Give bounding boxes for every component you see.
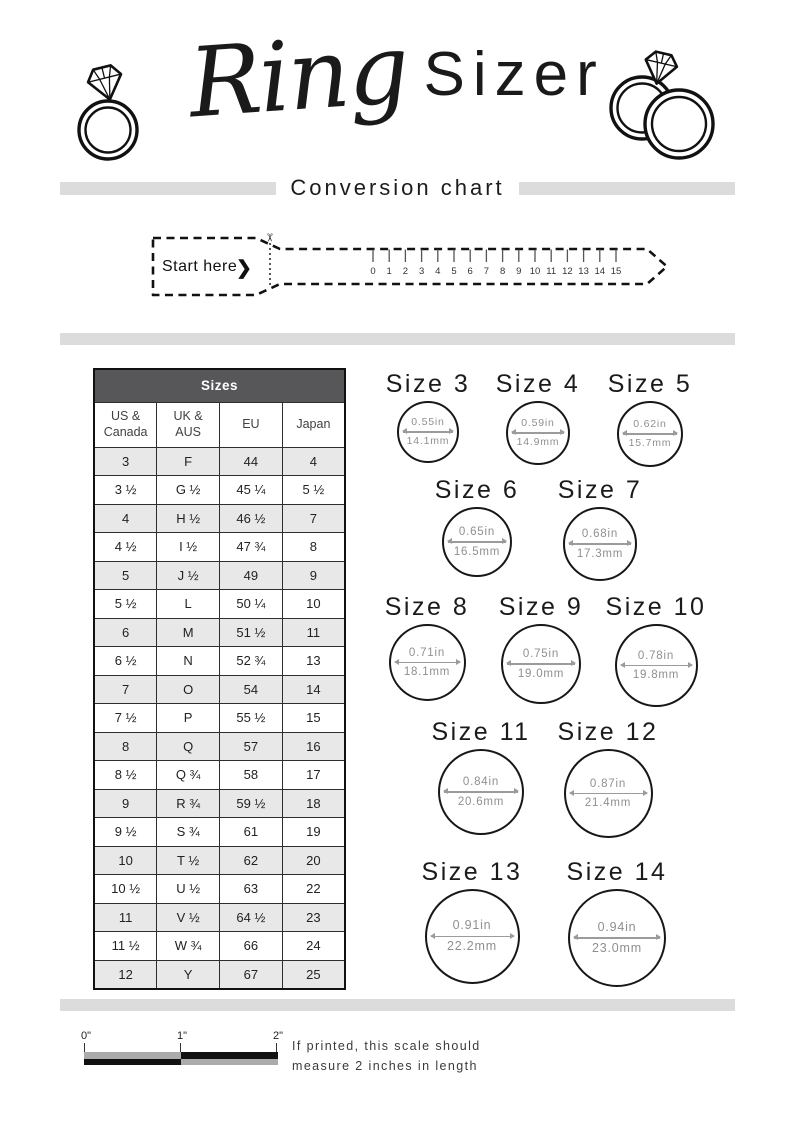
- subtitle-text: Conversion chart: [290, 175, 505, 200]
- diameter-mm: 19.8mm: [632, 669, 680, 682]
- ruler-tick-label: 11: [546, 266, 557, 277]
- ruler-tick-label: 3: [418, 266, 425, 277]
- table-row: [94, 447, 345, 476]
- table-cell: 12: [94, 960, 157, 989]
- table-cell: 45 ¼: [220, 476, 283, 505]
- table-cell: G ½: [157, 476, 220, 505]
- ruler-tick-label: 0: [370, 266, 376, 277]
- diameter-inches: 0.71in: [408, 646, 446, 659]
- ruler-tick-label: 6: [467, 266, 473, 277]
- table-row: [94, 618, 345, 647]
- size-conversion-table: [93, 368, 346, 990]
- table-cell: 51 ½: [220, 618, 283, 647]
- ruler-tick-label: 8: [499, 266, 506, 277]
- ring-size-label: Size 8: [384, 593, 470, 621]
- diameter-measurement: [444, 525, 510, 559]
- diameter-arrow: [621, 665, 692, 666]
- scissors-icon: ✂: [263, 233, 275, 243]
- table-cell: U ½: [157, 875, 220, 904]
- ring-size-item: [532, 859, 702, 987]
- ring-size-circle: [425, 889, 520, 984]
- diameter-inches: 0.75in: [522, 648, 560, 661]
- ring-size-circle: [617, 401, 683, 467]
- column-header: US & Canada: [94, 402, 157, 447]
- table-row: [94, 533, 345, 562]
- table-cell: 61: [220, 818, 283, 847]
- ring-size-circle: [564, 749, 653, 838]
- diameter-mm: 17.3mm: [576, 547, 624, 560]
- table-cell: 20: [282, 846, 345, 875]
- diameter-measurement: [565, 527, 635, 561]
- table-cell: 44: [220, 447, 283, 476]
- table-cell: F: [157, 447, 220, 476]
- table-cell: 8: [94, 732, 157, 761]
- diameter-measurement: [427, 918, 518, 954]
- start-here-label: Start here: [162, 258, 238, 275]
- diameter-measurement: [399, 416, 457, 447]
- diameter-mm: 14.1mm: [406, 434, 450, 447]
- table-cell: L: [157, 590, 220, 619]
- diameter-measurement: [570, 920, 664, 956]
- ring-size-circle: [568, 889, 666, 987]
- table-cell: 63: [220, 875, 283, 904]
- ruler-tick-label: 2: [402, 266, 409, 277]
- diameter-measurement: [503, 647, 579, 681]
- table-cell: 8 ½: [94, 761, 157, 790]
- diameter-inches: 0.59in: [521, 417, 555, 430]
- diameter-mm: 20.6mm: [457, 795, 505, 808]
- diameter-mm: 21.4mm: [584, 797, 632, 810]
- table-row: [94, 846, 345, 875]
- ring-size-circle: [397, 401, 459, 463]
- ring-size-item: [571, 594, 741, 707]
- table-cell: 7: [94, 675, 157, 704]
- diameter-measurement: [619, 418, 681, 449]
- table-cell: Q ¾: [157, 761, 220, 790]
- diameter-measurement: [566, 777, 651, 811]
- table-cell: 4 ½: [94, 533, 157, 562]
- title-script: Ring: [185, 12, 412, 140]
- ring-size-item: [515, 477, 685, 581]
- ring-size-item: [565, 371, 735, 467]
- table-cell: 59 ½: [220, 789, 283, 818]
- table-cell: V ½: [157, 903, 220, 932]
- column-header: UK & AUS: [157, 402, 220, 447]
- ring-size-circle: [563, 507, 637, 581]
- ruler-tick-label: 4: [435, 266, 441, 277]
- table-row: [94, 504, 345, 533]
- scale-bars: [84, 1052, 278, 1065]
- table-cell: 57: [220, 732, 283, 761]
- table-cell: 9: [282, 561, 345, 590]
- diameter-arrow: [395, 662, 460, 663]
- scale-note-line1: If printed, this scale should: [292, 1039, 481, 1053]
- table-row: [94, 561, 345, 590]
- ring-size-label: Size 10: [605, 593, 707, 621]
- table-cell: 19: [282, 818, 345, 847]
- table-cell: 9 ½: [94, 818, 157, 847]
- diameter-inches: 0.68in: [581, 528, 619, 541]
- scale-label-0: 0": [81, 1030, 92, 1042]
- ring-size-item: [523, 719, 693, 838]
- table-cell: 25: [282, 960, 345, 989]
- diameter-inches: 0.84in: [462, 776, 500, 789]
- subtitle-row: [60, 176, 735, 200]
- scale-tick-2: [276, 1043, 277, 1052]
- ring-sizer-tool: [150, 228, 680, 306]
- diameter-inches: 0.78in: [637, 649, 675, 662]
- table-cell: 55 ½: [220, 704, 283, 733]
- ring-size-label: Size 3: [385, 370, 471, 398]
- table-cell: 7: [282, 504, 345, 533]
- column-header: Japan: [282, 402, 345, 447]
- diameter-arrow: [444, 791, 518, 792]
- diameter-inches: 0.55in: [411, 416, 445, 429]
- diameter-inches: 0.91in: [452, 918, 492, 933]
- ruler-tick-label: 9: [516, 266, 522, 277]
- subtitle-bar-left: [60, 182, 276, 195]
- scale-label-1: 1": [177, 1030, 188, 1042]
- diameter-inches: 0.94in: [597, 919, 637, 934]
- ring-size-circle: [389, 624, 466, 701]
- table-row: [94, 903, 345, 932]
- ring-size-label: Size 7: [557, 476, 643, 504]
- table-cell: 67: [220, 960, 283, 989]
- table-cell: R ¾: [157, 789, 220, 818]
- diameter-mm: 15.7mm: [628, 436, 672, 449]
- diameter-arrow: [569, 543, 631, 544]
- ruler-tick-label: 10: [529, 266, 541, 277]
- ring-size-label: Size 4: [495, 370, 581, 398]
- diameter-arrow: [448, 541, 506, 542]
- diameter-measurement: [391, 646, 464, 680]
- table-cell: 54: [220, 675, 283, 704]
- table-cell: 17: [282, 761, 345, 790]
- table-title: Sizes: [94, 369, 345, 402]
- table-cell: Y: [157, 960, 220, 989]
- ring-size-circle: [442, 507, 512, 577]
- divider-bar-bottom: [60, 999, 735, 1011]
- diameter-measurement: [440, 775, 522, 809]
- table-cell: J ½: [157, 561, 220, 590]
- table-cell: P: [157, 704, 220, 733]
- table-column-headers: [94, 402, 345, 447]
- table-cell: O: [157, 675, 220, 704]
- table-cell: 23: [282, 903, 345, 932]
- title-main: Sizer: [423, 40, 605, 109]
- table-cell: 18: [282, 789, 345, 818]
- table-cell: 47 ¾: [220, 533, 283, 562]
- ruler-tick-label: 5: [451, 266, 457, 277]
- divider-bar-top: [60, 333, 735, 345]
- ring-size-circle: [615, 624, 698, 707]
- ruler-tick-label: 13: [578, 266, 589, 277]
- table-row: [94, 960, 345, 989]
- table-cell: H ½: [157, 504, 220, 533]
- table-cell: 10: [282, 590, 345, 619]
- table-row: [94, 704, 345, 733]
- scale-tick-1: [180, 1043, 181, 1052]
- table-cell: S ¾: [157, 818, 220, 847]
- table-cell: 3 ½: [94, 476, 157, 505]
- ring-size-label: Size 13: [421, 858, 523, 886]
- ring-size-label: Size 12: [557, 718, 659, 746]
- table-cell: 64 ½: [220, 903, 283, 932]
- diameter-measurement: [617, 649, 696, 683]
- table-row: [94, 789, 345, 818]
- diameter-inches: 0.65in: [458, 526, 496, 539]
- ring-size-label: Size 6: [434, 476, 520, 504]
- diameter-mm: 16.5mm: [453, 545, 501, 558]
- column-header: EU: [220, 402, 283, 447]
- table-row: [94, 590, 345, 619]
- scale-tick-0: [84, 1043, 85, 1052]
- ruler-tick-label: 7: [483, 266, 490, 277]
- table-cell: 7 ½: [94, 704, 157, 733]
- table-cell: 52 ¾: [220, 647, 283, 676]
- table-cell: 13: [282, 647, 345, 676]
- ring-size-circle: [501, 624, 581, 704]
- ring-size-circle: [506, 401, 570, 465]
- diameter-inches: 0.87in: [589, 777, 627, 790]
- scale-note-line2: measure 2 inches in length: [292, 1059, 478, 1073]
- diameter-mm: 14.9mm: [516, 435, 560, 448]
- diameter-arrow: [574, 937, 660, 938]
- diameter-arrow: [431, 936, 514, 937]
- ruler-tick-label: 14: [594, 266, 606, 277]
- table-cell: Q: [157, 732, 220, 761]
- sizer-ticks: [370, 250, 621, 278]
- diameter-inches: 0.62in: [633, 418, 667, 431]
- table-cell: 8: [282, 533, 345, 562]
- ruler-tick-label: 15: [610, 266, 622, 277]
- diameter-arrow: [507, 663, 575, 664]
- table-cell: 15: [282, 704, 345, 733]
- table-cell: 62: [220, 846, 283, 875]
- table-cell: 4: [94, 504, 157, 533]
- table-cell: I ½: [157, 533, 220, 562]
- ring-size-label: Size 14: [566, 858, 668, 886]
- diameter-arrow: [623, 433, 677, 434]
- table-cell: T ½: [157, 846, 220, 875]
- ruler-tick-label: 12: [562, 266, 573, 277]
- table-cell: 3: [94, 447, 157, 476]
- table-cell: 11: [282, 618, 345, 647]
- table-row: [94, 476, 345, 505]
- diameter-measurement: [508, 417, 568, 448]
- table-row: [94, 761, 345, 790]
- ring-size-label: Size 5: [607, 370, 693, 398]
- table-row: [94, 647, 345, 676]
- diameter-arrow: [512, 432, 564, 433]
- double-rings-icon: [598, 44, 720, 162]
- diameter-mm: 18.1mm: [403, 666, 451, 679]
- table-cell: 9: [94, 789, 157, 818]
- table-cell: 22: [282, 875, 345, 904]
- table-cell: W ¾: [157, 932, 220, 961]
- ring-size-label: Size 9: [498, 593, 584, 621]
- table-cell: 6 ½: [94, 647, 157, 676]
- table-row: [94, 675, 345, 704]
- table-row: [94, 818, 345, 847]
- subtitle-bar-right: [519, 182, 735, 195]
- table-cell: 10 ½: [94, 875, 157, 904]
- table-cell: 24: [282, 932, 345, 961]
- table-cell: 5: [94, 561, 157, 590]
- table-cell: 66: [220, 932, 283, 961]
- ruler-tick-label: 1: [386, 266, 392, 277]
- table-row: [94, 932, 345, 961]
- table-cell: 14: [282, 675, 345, 704]
- table-cell: 11: [94, 903, 157, 932]
- diameter-arrow: [403, 431, 453, 432]
- size-table-body: [94, 447, 345, 989]
- diameter-mm: 22.2mm: [447, 939, 497, 954]
- table-cell: 10: [94, 846, 157, 875]
- table-row: [94, 732, 345, 761]
- table-cell: 50 ¼: [220, 590, 283, 619]
- table-cell: 5 ½: [94, 590, 157, 619]
- diameter-arrow: [570, 793, 647, 794]
- ring-size-label: Size 11: [431, 718, 531, 746]
- table-cell: 4: [282, 447, 345, 476]
- table-cell: M: [157, 618, 220, 647]
- table-cell: N: [157, 647, 220, 676]
- table-cell: 5 ½: [282, 476, 345, 505]
- table-cell: 46 ½: [220, 504, 283, 533]
- table-cell: 11 ½: [94, 932, 157, 961]
- print-scale-note: [292, 1036, 481, 1076]
- table-row: [94, 875, 345, 904]
- start-here-chevron: ❯: [236, 258, 252, 279]
- print-scale-ruler: [81, 1030, 284, 1066]
- diameter-mm: 23.0mm: [592, 940, 642, 955]
- table-cell: 49: [220, 561, 283, 590]
- table-cell: 58: [220, 761, 283, 790]
- ring-size-circle: [438, 749, 524, 835]
- table-cell: 6: [94, 618, 157, 647]
- scale-label-2: 2": [273, 1030, 284, 1042]
- table-cell: 16: [282, 732, 345, 761]
- diameter-mm: 19.0mm: [517, 667, 565, 680]
